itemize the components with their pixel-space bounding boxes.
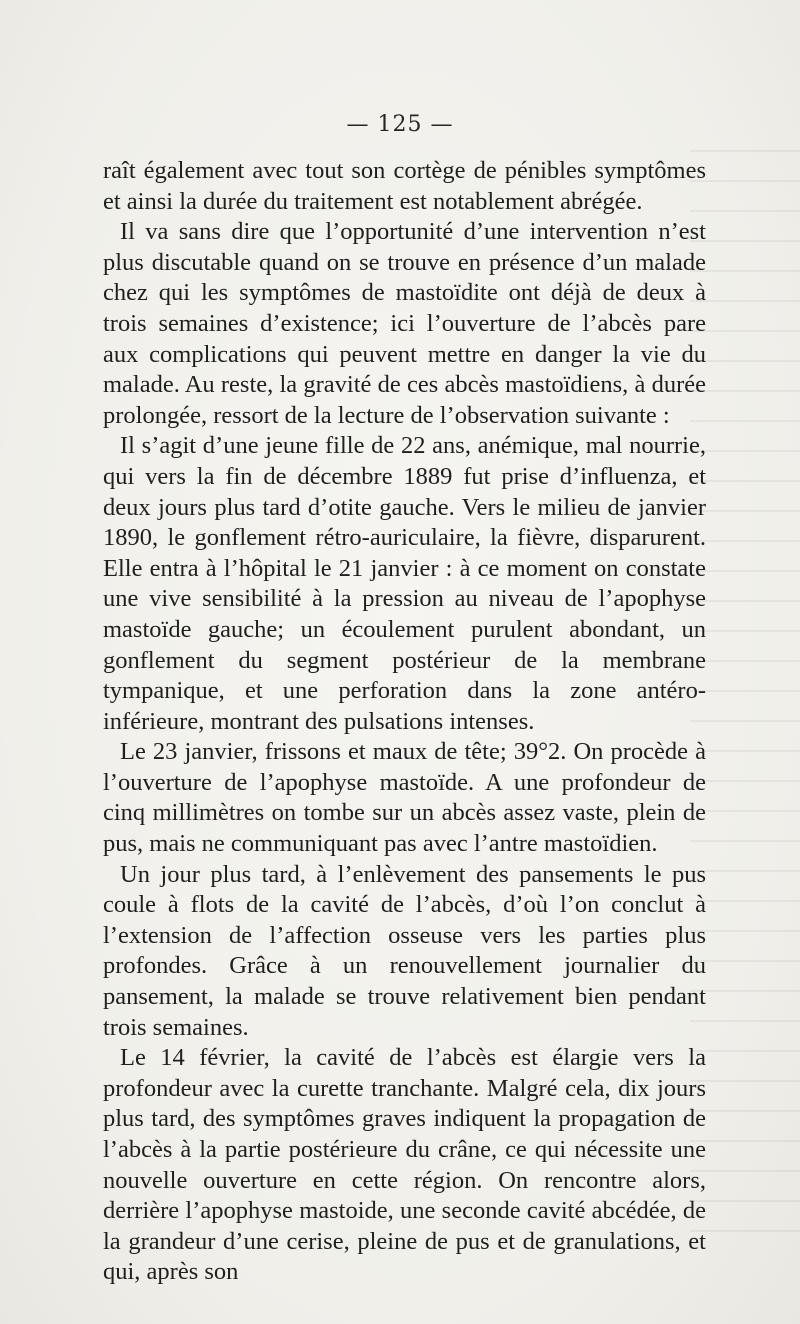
paragraph: Le 14 février, la cavité de l’abcès est élargie vers la profondeur avec la curette tranchante. Malgré cela, dix jours plus tard, des symptômes graves indiquent la propagation de l’abcès à la partie postérieure du crâne, ce qui nécessite une nouvelle ouverture en cette région. On rencontre alors, derrière l’apophyse mastoide, une seconde cavité abcédée, de la grandeur d’une cerise, pleine de pus et de granulations, et qui, après son: [103, 1044, 706, 1286]
paragraph: raît également avec tout son cortège de pénibles symptômes et ainsi la durée du traitement est notablement abrégée.: [103, 157, 706, 215]
paragraph: Il s’agit d’une jeune fille de 22 ans, anémique, mal nourrie, qui vers la fin de décembre 1889 fut prise d’influenza, et deux jours plus tard d’otite gauche. Vers le milieu de janvier 1890, le gonflement rétro-auriculaire, la fièvre, disparurent. Elle entra à l’hôpital le 21 janvier : à ce moment on constate une vive sensibilité à la pression au niveau de l’apophyse mastoïde gauche; un écoulement purulent abondant, un gonflement du segment postérieur de la membrane tympanique, et une perforation dans la zone antéro-inférieure, montrant des pulsations intenses.: [103, 432, 706, 735]
paragraph: Il va sans dire que l’opportunité d’une intervention n’est plus discutable quand on se trouve en présence d’un malade chez qui les symptômes de mastoïdite ont déjà de deux à trois semaines d’existence; ici l’ouverture de l’abcès pare aux complications qui peuvent mettre en danger la vie du malade. Au reste, la gravité de ces abcès mastoïdiens, à durée prolongée, ressort de la lecture de l’observation suivante :: [103, 218, 706, 429]
paragraph: Le 23 janvier, frissons et maux de tête; 39°2. On procède à l’ouverture de l’apophyse mastoïde. A une profondeur de cinq millimètres on tombe sur un abcès assez vaste, plein de pus, mais ne communiquant pas avec l’antre mastoïdien.: [103, 738, 706, 858]
page-number: — 125 —: [346, 112, 454, 137]
show-through-shadow: [690, 150, 800, 1250]
paragraph: Un jour plus tard, à l’enlèvement des pansements le pus coule à flots de la cavité de l’abcès, d’où l’on conclut à l’extension de l’affection osseuse vers les parties plus profondes. Grâce à un renouvellement journalier du pansement, la malade se trouve relativement bien pendant trois semaines.: [103, 860, 706, 1041]
body-text: [103, 156, 706, 1288]
